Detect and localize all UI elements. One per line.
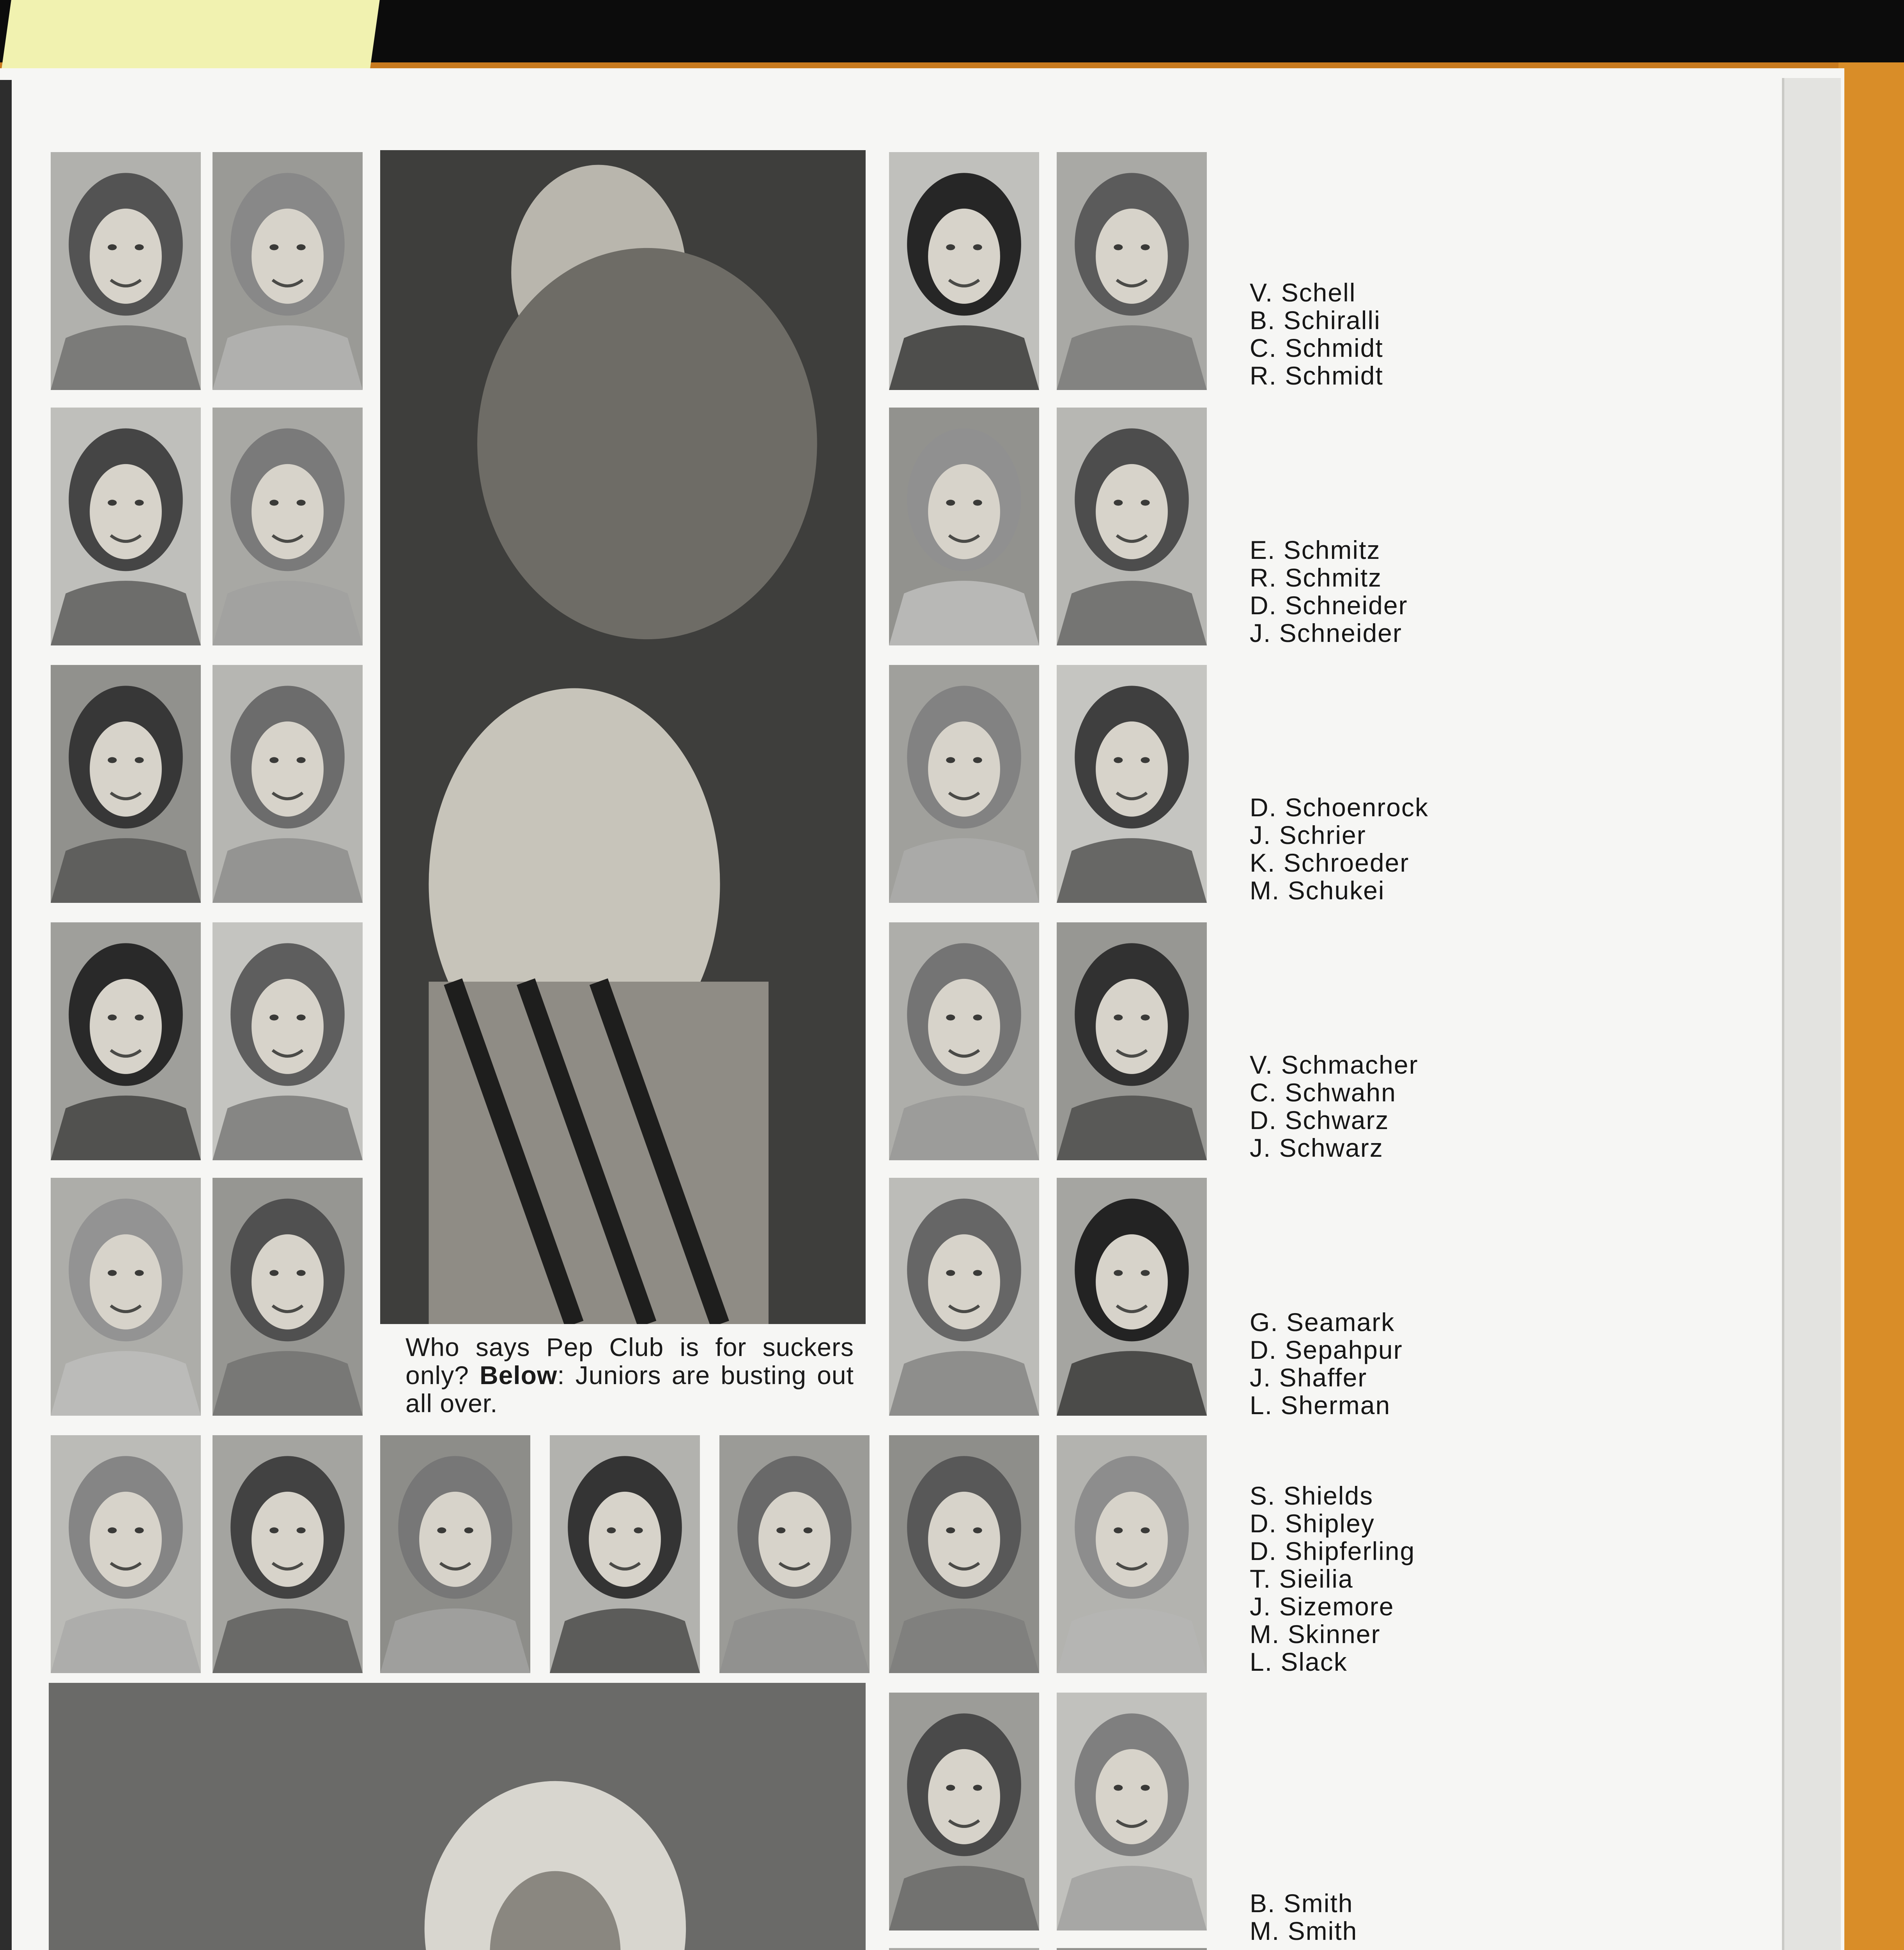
- student-portrait: [213, 1178, 363, 1416]
- student-name: D. Sepahpur: [1250, 1335, 1403, 1364]
- student-portrait: [51, 665, 201, 903]
- student-name: G. Seamark: [1250, 1308, 1395, 1337]
- student-portrait: [1057, 922, 1207, 1160]
- name-list: [1250, 279, 1383, 390]
- student-portrait: [51, 152, 201, 390]
- student-portrait: [1057, 1693, 1207, 1930]
- student-name: J. Sizemore: [1250, 1592, 1394, 1621]
- name-list: [1250, 1482, 1415, 1676]
- book-cover-right-edge: [1838, 62, 1904, 1950]
- student-portrait: [550, 1435, 700, 1673]
- caption-text-end: : Juniors are busting out all over.: [406, 1361, 854, 1418]
- name-list: [1250, 1308, 1403, 1419]
- student-name: S. Shields: [1250, 1481, 1374, 1510]
- student-name: J. Shaffer: [1250, 1363, 1367, 1392]
- student-portrait: [889, 1178, 1039, 1416]
- student-portrait: [213, 152, 363, 390]
- student-name: J. Schrier: [1250, 821, 1366, 849]
- student-portrait: [889, 152, 1039, 390]
- student-portrait: [380, 1435, 530, 1673]
- student-name: R. Schmitz: [1250, 563, 1382, 592]
- student-portrait: [889, 922, 1039, 1160]
- student-name: K. Schroeder: [1250, 848, 1410, 877]
- student-name: L. Sherman: [1250, 1391, 1391, 1420]
- student-portrait: [889, 1435, 1039, 1673]
- student-portrait: [1057, 408, 1207, 645]
- student-name: B. Schiralli: [1250, 306, 1381, 335]
- candid-photo-juniors: [49, 1683, 866, 1950]
- student-name: D. Schoenrock: [1250, 793, 1429, 822]
- photo-caption: [406, 1333, 854, 1417]
- student-portrait: [213, 408, 363, 645]
- student-portrait: [1057, 1178, 1207, 1416]
- caption-text: Who says Pep Club is for suckers only?: [406, 1333, 854, 1390]
- student-portrait: [213, 922, 363, 1160]
- student-name: D. Shipferling: [1250, 1537, 1415, 1565]
- name-list: [1250, 794, 1429, 904]
- student-portrait: [889, 408, 1039, 645]
- student-name: E. Schmitz: [1250, 535, 1381, 564]
- student-name: D. Schneider: [1250, 591, 1408, 620]
- student-portrait: [889, 665, 1039, 903]
- name-list: [1250, 536, 1408, 647]
- name-list: [1250, 1051, 1418, 1162]
- student-portrait: [889, 1948, 1039, 1950]
- student-name: R. Schmidt: [1250, 361, 1383, 390]
- student-name: C. Schwahn: [1250, 1078, 1396, 1107]
- student-name: C. Schmidt: [1250, 333, 1383, 362]
- page-gutter-edge: [1782, 78, 1841, 1950]
- caption-bold-word: Below: [479, 1361, 558, 1390]
- student-name: M. Smith: [1250, 1916, 1358, 1945]
- student-portrait: [213, 1435, 363, 1673]
- student-portrait: [51, 408, 201, 645]
- student-portrait: [213, 665, 363, 903]
- student-portrait: [51, 1178, 201, 1416]
- student-portrait: [51, 1435, 201, 1673]
- student-portrait: [1057, 1948, 1207, 1950]
- student-portrait: [51, 922, 201, 1160]
- student-portrait: [1057, 1435, 1207, 1673]
- student-name: J. Schneider: [1250, 619, 1402, 647]
- student-name: J. Schwarz: [1250, 1133, 1383, 1162]
- student-portrait: [889, 1693, 1039, 1930]
- student-name: M. Skinner: [1250, 1620, 1381, 1649]
- left-page-edge: [0, 80, 12, 1950]
- student-name: L. Slack: [1250, 1647, 1348, 1676]
- student-name: M. Schukei: [1250, 876, 1385, 905]
- student-portrait: [1057, 665, 1207, 903]
- candid-photo-pep-club: [380, 150, 866, 1324]
- student-name: D. Schwarz: [1250, 1106, 1389, 1135]
- student-name: T. Sieilia: [1250, 1564, 1353, 1593]
- name-list: [1250, 1890, 1357, 1945]
- student-portrait: [1057, 152, 1207, 390]
- student-portrait: [719, 1435, 870, 1673]
- student-name: D. Shipley: [1250, 1509, 1375, 1538]
- student-name: V. Schell: [1250, 278, 1356, 307]
- student-name: B. Smith: [1250, 1889, 1353, 1918]
- student-name: V. Schmacher: [1250, 1050, 1419, 1079]
